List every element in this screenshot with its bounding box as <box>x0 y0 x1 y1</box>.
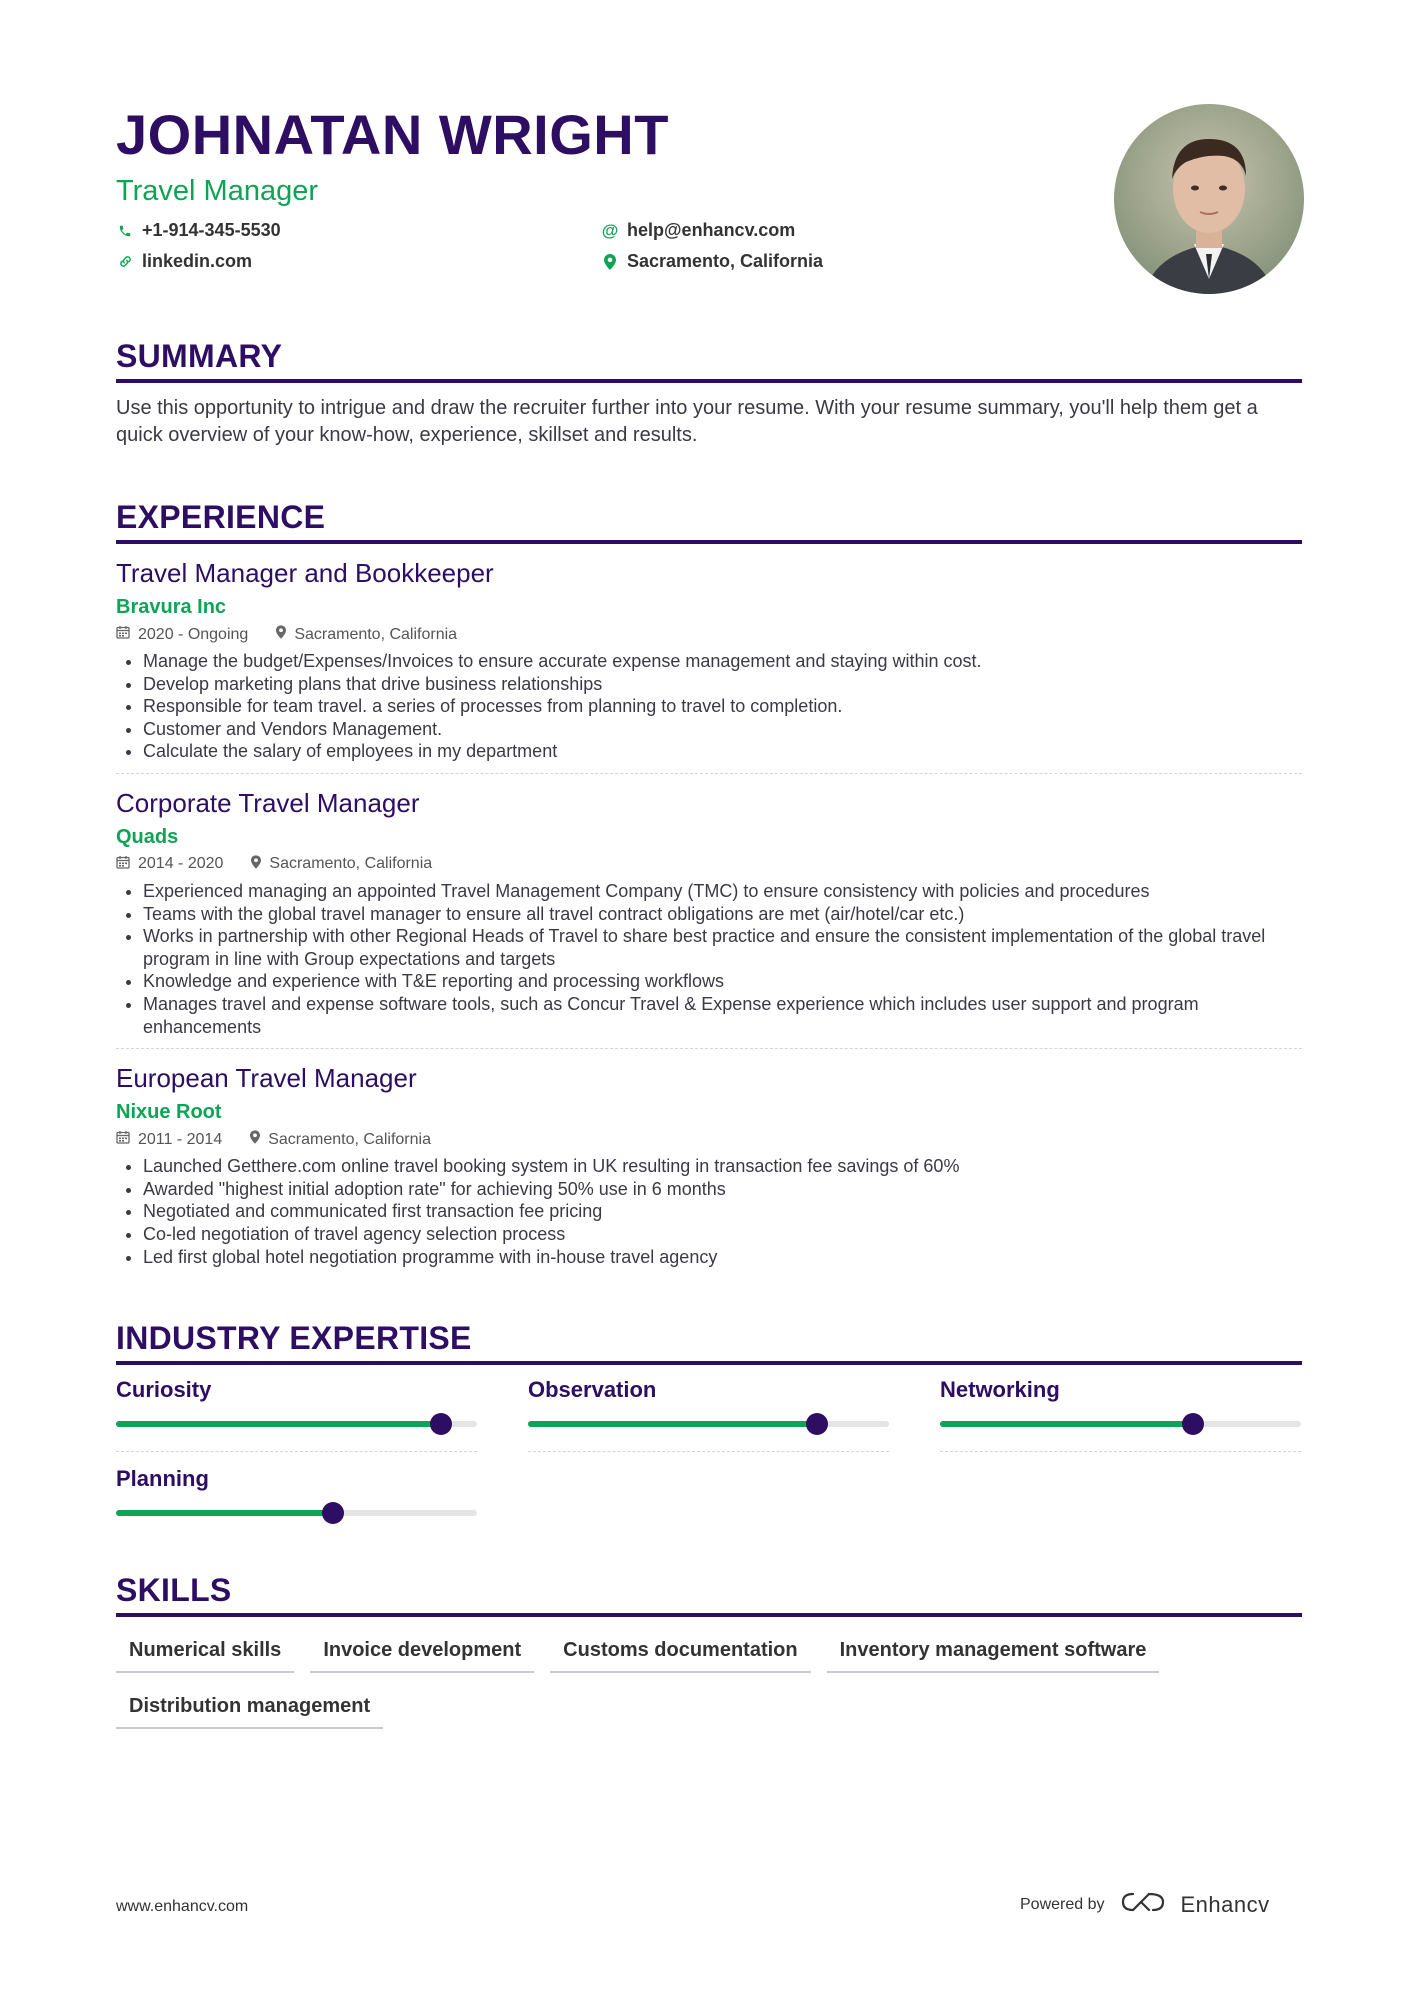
skill-tag: Inventory management software <box>827 1631 1160 1673</box>
job-entry <box>116 773 1302 1048</box>
job-company: Nixue Root <box>116 1101 222 1124</box>
email-text[interactable]: help@enhancv.com <box>627 220 796 240</box>
skills-list <box>116 1631 1302 1729</box>
candidate-title: Travel Manager <box>116 175 319 207</box>
contact-email <box>601 220 1001 241</box>
job-dates: 2011 - 2014 <box>138 1130 223 1148</box>
job-entry <box>116 544 1302 773</box>
job-bullet: • Negotiated and communicated first transaction fee pricing <box>143 1200 1302 1223</box>
job-meta <box>116 1130 1302 1149</box>
summary-section <box>116 338 1302 449</box>
calendar-icon <box>116 625 130 644</box>
job-bullet: • Responsible for team travel. a series of processes from planning to travel to completion. <box>143 695 1302 718</box>
job-dates: 2020 - Ongoing <box>138 625 249 643</box>
expertise-bar-knob <box>430 1413 452 1435</box>
expertise-bar-knob <box>322 1502 344 1524</box>
job-company: Bravura Inc <box>116 596 227 618</box>
job-meta <box>116 625 1302 644</box>
link-icon <box>116 253 134 271</box>
skills-heading: SKILLS <box>116 1572 1302 1617</box>
expertise-section <box>116 1320 1302 1554</box>
job-bullet: • Works in partnership with other Regional Heads of Travel to share best practice and ensure the consistent implementation of the global travel program in line with Group expectations and targets <box>143 925 1302 970</box>
brand-name: Enhancv <box>1180 1891 1270 1917</box>
expertise-bar-fill <box>528 1421 817 1427</box>
footer-website[interactable]: www.enhancv.com <box>116 1898 249 1915</box>
job-title: Corporate Travel Manager <box>116 787 420 818</box>
phone-icon <box>116 222 134 240</box>
expertise-bar-knob <box>1182 1413 1204 1435</box>
experience-section <box>116 499 1302 1278</box>
linkedin-text[interactable]: linkedin.com <box>142 251 253 271</box>
job-bullet: • Launched Getthere.com online travel booking system in UK resulting in transaction fee savings of 60% <box>143 1155 1302 1178</box>
expertise-item <box>528 1377 889 1452</box>
contact-linkedin <box>116 251 601 272</box>
job-bullet: • Manage the budget/Expenses/Invoices to ensure accurate expense management and staying within cost. <box>143 650 1302 673</box>
job-bullet: • Customer and Vendors Management. <box>143 718 1302 741</box>
expertise-bar <box>528 1421 889 1427</box>
location-pin-icon <box>251 855 261 874</box>
skill-tag: Distribution management <box>116 1687 383 1729</box>
location-pin-icon <box>601 253 619 271</box>
footer-branding <box>1020 1890 1270 1919</box>
job-bullet: • Develop marketing plans that drive business relationships <box>143 673 1302 696</box>
expertise-bar-fill <box>116 1510 333 1516</box>
expertise-item <box>116 1377 477 1452</box>
job-dates: 2014 - 2020 <box>138 855 224 873</box>
job-title: European Travel Manager <box>116 1063 417 1094</box>
job-bullet: • Led first global hotel negotiation programme with in-house travel agency <box>143 1246 1302 1269</box>
expertise-bar <box>940 1421 1301 1427</box>
job-bullet: • Experienced managing an appointed Travel Management Company (TMC) to ensure consistency with policies and procedures <box>143 880 1302 903</box>
expertise-bar-fill <box>940 1421 1193 1427</box>
job-location: Sacramento, California <box>268 1130 431 1148</box>
location-pin-icon <box>276 625 286 644</box>
job-bullet: • Co-led negotiation of travel agency selection process <box>143 1223 1302 1246</box>
expertise-label: Observation <box>528 1377 657 1403</box>
location-text: Sacramento, California <box>627 251 824 271</box>
enhancv-logo-icon <box>1119 1890 1167 1919</box>
job-location: Sacramento, California <box>294 625 458 643</box>
job-bullet: • Manages travel and expense software tools, such as Concur Travel & Expense experience which includes user support and program enhancements <box>143 993 1302 1038</box>
skill-tag: Invoice development <box>310 1631 534 1673</box>
job-bullet: • Teams with the global travel manager to ensure all travel contract obligations are met (air/hotel/car etc.) <box>143 903 1302 926</box>
job-location: Sacramento, California <box>269 855 433 873</box>
expertise-bar <box>116 1510 477 1516</box>
expertise-item <box>940 1377 1301 1452</box>
expertise-heading: INDUSTRY EXPERTISE <box>116 1320 1302 1365</box>
candidate-name: JOHNATAN WRIGHT <box>116 103 669 166</box>
job-bullet: • Knowledge and experience with T&E reporting and processing workflows <box>143 970 1302 993</box>
skill-tag: Numerical skills <box>116 1631 294 1673</box>
summary-text: Use this opportunity to intrigue and draw the recruiter further into your resume. With your resume summary, you'll help them get a quick overview of your know-how, experience, skillset and results. <box>116 397 1258 446</box>
summary-heading: SUMMARY <box>116 338 1302 383</box>
job-entry <box>116 1048 1302 1278</box>
job-meta <box>116 855 1302 874</box>
location-pin-icon <box>250 1130 260 1149</box>
skill-tag: Customs documentation <box>550 1631 810 1673</box>
expertise-bar-fill <box>116 1421 441 1427</box>
job-bullets <box>116 880 1302 1038</box>
phone-text[interactable]: +1-914-345-5530 <box>142 220 281 240</box>
experience-heading: EXPERIENCE <box>116 499 1302 544</box>
expertise-label: Networking <box>940 1377 1060 1403</box>
job-bullets <box>116 1155 1302 1268</box>
expertise-label: Curiosity <box>116 1377 212 1403</box>
calendar-icon <box>116 1130 130 1149</box>
contact-info <box>116 220 1302 272</box>
expertise-bar <box>116 1421 477 1427</box>
contact-location <box>601 251 1001 272</box>
job-bullets <box>116 650 1302 763</box>
expertise-item <box>116 1466 477 1540</box>
expertise-label: Planning <box>116 1466 209 1492</box>
job-bullet: • Calculate the salary of employees in my department <box>143 740 1302 763</box>
job-company: Quads <box>116 825 179 848</box>
job-bullet: • Awarded "highest initial adoption rate" for achieving 50% use in 6 months <box>143 1178 1302 1201</box>
calendar-icon <box>116 855 130 874</box>
expertise-grid <box>116 1377 1302 1554</box>
expertise-bar-knob <box>806 1413 828 1435</box>
contact-phone <box>116 220 601 241</box>
at-icon: @ <box>601 220 619 240</box>
job-title: Travel Manager and Bookkeeper <box>116 558 494 588</box>
skills-section <box>116 1572 1302 1729</box>
powered-by-text: Powered by <box>1020 1895 1105 1913</box>
